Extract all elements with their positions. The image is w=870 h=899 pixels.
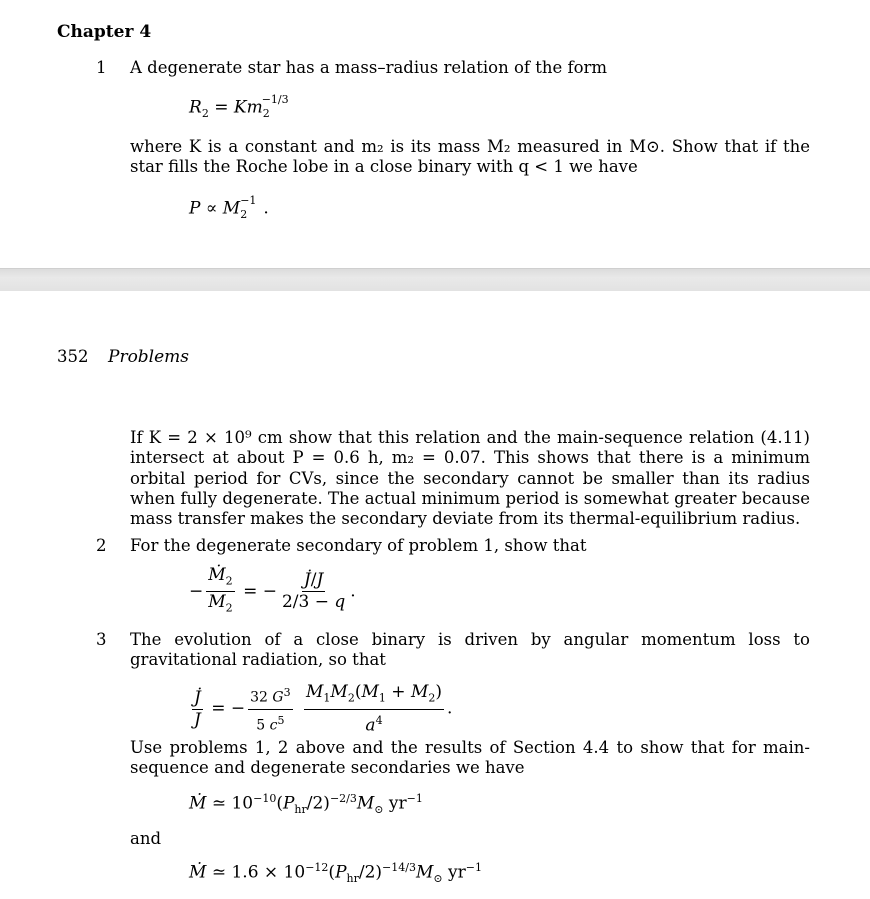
equation-mdot-main-sequence: Ṁ ≃ $10^{-10}(P_{hr}/2)^{-2/3}M_⊙$ $yr^{-1}$ (189, 792, 423, 817)
problem-1-intro: A degenerate star has a mass–radius relation of the form (130, 58, 608, 77)
problem-3-text: The evolution of a close binary is driven by angular momentum loss to gravitational radiation, so that (130, 630, 810, 670)
problem-number-2: 2 (96, 536, 107, 555)
problem-number-1: 1 (96, 58, 107, 77)
equation-mass-radius: $R_2 = Km_2^{-1/3}$ (189, 93, 289, 121)
page-lower (0, 291, 870, 899)
page-number: 352 (57, 347, 89, 366)
problem-1-text: where K is a constant and m₂ is its mass M₂ measured in M⊙. Show that if the star fills the Roche lobe in a close binary with q < 1 we have (130, 137, 810, 177)
equation-period-proportional: $P \propto M_2^{-1}$ . (189, 194, 269, 222)
equation-mdot-degenerate: Ṁ ≃ $1.6 \times 10^{-12}(P_{hr}/2)^{-14/3}M_⊙$ $yr^{-1}$ (189, 861, 482, 886)
problem-number-3: 3 (96, 630, 107, 649)
equation-mass-transfer: − $\frac{Ṁ_2}{M_2}$ = − $\frac{J̇/J}{2/3 - q}$ . (189, 565, 356, 615)
problem-3-text-2: Use problems 1, 2 above and the results of Section 4.4 to show that for main-sequence and degenerate secondaries we have (130, 738, 810, 778)
problem-1-continuation: If K = 2 × 10⁹ cm show that this relation and the main-sequence relation (4.11) intersect at about P = 0.6 h, m₂ = 0.07. This shows that there is a minimum orbital period for CVs, since the secondary cannot be smaller than its radius when fully degenerate. The actual minimum period is somewhat greater because mass transfer makes the secondary deviate from its thermal-equilibrium radius. (130, 428, 810, 529)
equation-gravitational-radiation: $\frac{J̇}{J}$ = − $\frac{32 G^3}{5 c^5}$ $\frac{M_1M_2(M_1 + M_2)}{a^4}$ . (194, 682, 453, 736)
and-word: and (130, 829, 162, 848)
page-separator (0, 268, 870, 292)
page-upper (0, 0, 870, 268)
running-title: Problems (108, 347, 190, 367)
chapter-heading: Chapter 4 (57, 22, 152, 42)
problem-2-text: For the degenerate secondary of problem 1, show that (130, 536, 587, 555)
